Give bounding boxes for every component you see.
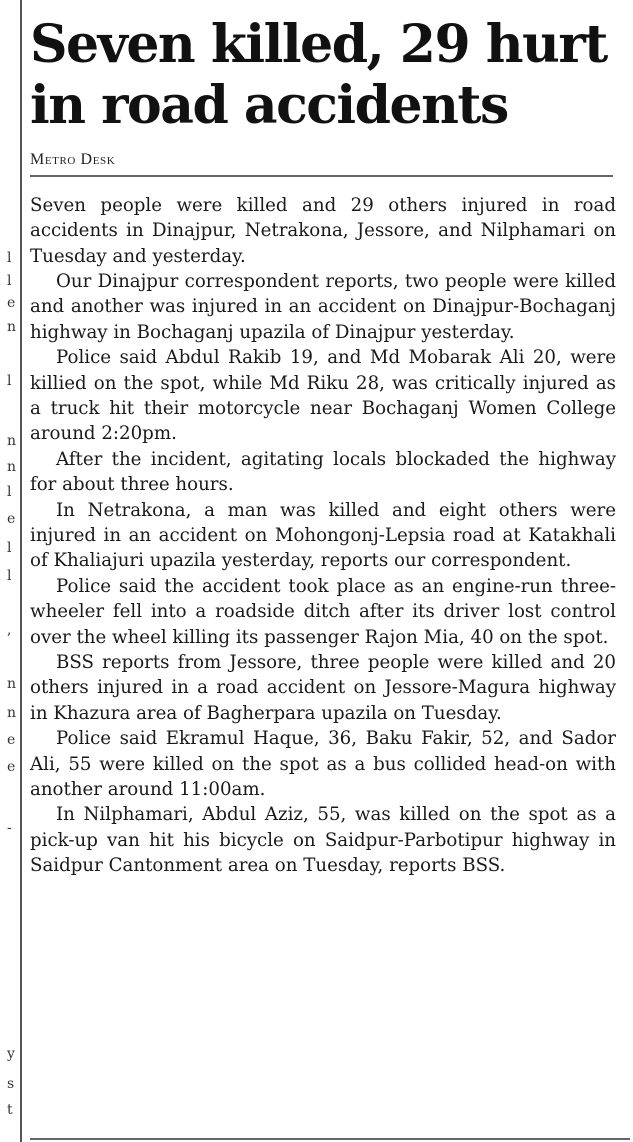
fragment-char: l (7, 373, 12, 389)
bottom-divider (30, 1138, 630, 1140)
fragment-char: n (7, 705, 17, 721)
article-body (30, 193, 616, 879)
news-article (30, 14, 620, 879)
column-divider (20, 0, 22, 1142)
fragment-char: n (7, 319, 17, 335)
article-paragraph: Police said Abdul Rakib 19, and Md Mobarak Ali 20, were killied on the spot, while Md Riku 28, was critically injured as a truck hit their motorcycle near Bochaganj Women College around 2:20pm. (30, 347, 616, 445)
fragment-char: l (7, 273, 12, 289)
article-paragraph: Police said the accident took place as an engine-run three-wheeler fell into a roadside ditch after its driver lost control over the wheel killing its passenger Rajon Mia, 40 on the spot. (30, 575, 616, 648)
headline-line-1: Seven killed, 29 hurt (30, 14, 607, 75)
fragment-char: t (7, 1102, 13, 1118)
fragment-char: n (7, 676, 17, 692)
fragment-char: l (7, 568, 12, 584)
fragment-char: e (7, 511, 16, 527)
article-paragraph: Seven people were killed and 29 others injured in road accidents in Dinajpur, Netrakona, Jessore, and Nilphamari on Tuesday and yesterday. (30, 194, 616, 267)
fragment-char: n (7, 459, 17, 475)
fragment-char: - (7, 820, 12, 836)
article-paragraph: In Nilphamari, Abdul Aziz, 55, was killed on the spot as a pick-up van hit his bicycle on Saidpur-Parbotipur highway in Saidpur Cantonment area on Tuesday, reports BSS. (30, 804, 616, 877)
fragment-char: e (7, 759, 16, 775)
article-paragraph: Our Dinajpur correspondent reports, two people were killed and another was injured in an accident on Dinajpur-Bochaganj highway in Bochaganj upazila of Dinajpur yesterday. (30, 270, 616, 343)
article-paragraph: BSS reports from Jessore, three people were killed and 20 others injured in a road accident on Jessore-Magura highway in Khazura area of Bagherpara upazila on Tuesday. (30, 652, 616, 724)
fragment-char: s (7, 1076, 15, 1092)
headline-line-2: in road accidents (30, 75, 508, 137)
fragment-char: l (7, 484, 12, 500)
fragment-char: e (7, 732, 16, 748)
article-paragraph: In Netrakona, a man was killed and eight others were injured in an accident on Mohongonj-Lepsia road at Katakhali of Khaliajuri upazila yesterday, reports our correspondent. (30, 499, 616, 572)
fragment-char: e (7, 295, 16, 311)
headline (30, 14, 620, 137)
fragment-char: y (7, 1046, 15, 1062)
fragment-char: n (7, 433, 17, 449)
byline-divider (30, 175, 613, 177)
byline: Metro Desk (30, 150, 116, 168)
fragment-char: l (7, 250, 12, 266)
article-paragraph: After the incident, agitating locals blockaded the highway for about three hours. (30, 448, 616, 496)
fragment-char: , (7, 622, 12, 638)
fragment-char: l (7, 540, 12, 556)
article-paragraph: Police said Ekramul Haque, 36, Baku Fakir, 52, and Sador Ali, 55 were killed on the spot as a bus collided head-on with another around 11:00am. (30, 728, 616, 801)
adjacent-column-fragment (0, 0, 20, 1142)
